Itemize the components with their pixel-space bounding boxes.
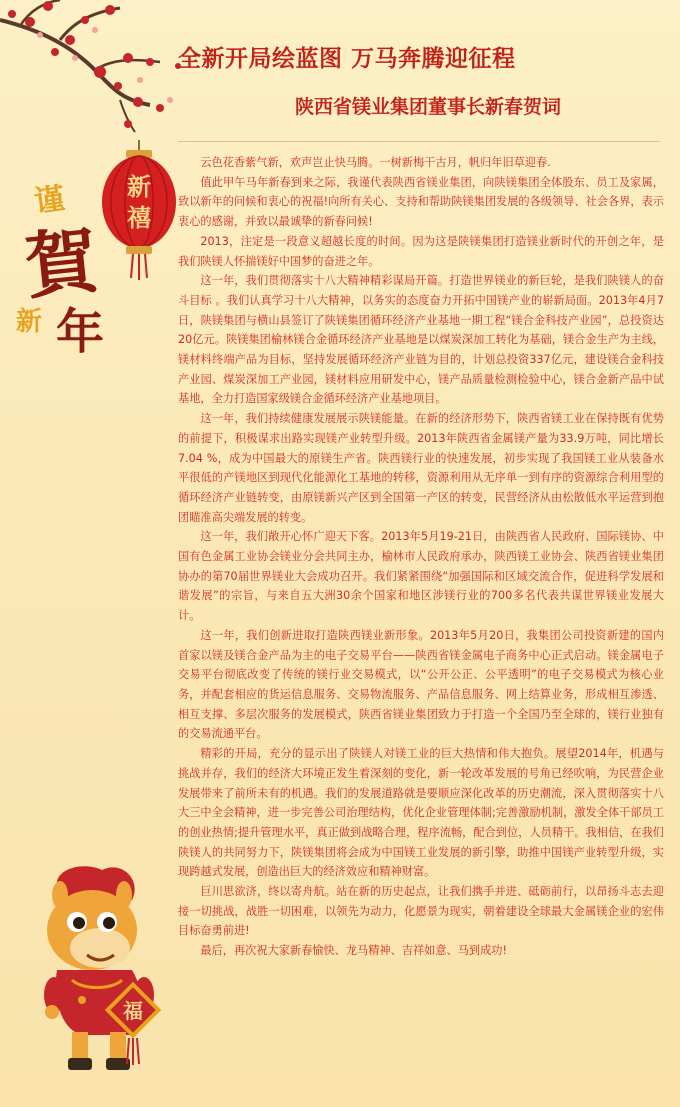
- paragraph: 这一年，我们敞开心怀广迎天下客。2013年5月19-21日，由陕西省人民政府、国际镁协、中国有色金属工业协会镁业分会共同主办，榆林市人民政府承办，陕西镁工业协会、陕西省镁业集团协办的第70届世界镁业大会成功召开。我们紧紧围绕“加强国际和区域交流合作，促进科学发展和谐发展”的宗旨，与来自五大洲30余个国家和地区涉镁行业的700多名代表共谋世界镁业发展大计。: [178, 530, 664, 623]
- paragraph: 这一年，我们创新进取打造陕西镁业新形象。2013年5月20日，我集团公司投资新建的国内首家以镁及镁合金产品为主的电子交易平台——陕西省镁金属电子商务中心正式启动。镁金属电子交易平台彻底改变了传统的镁行业交易模式，以“公开公正、公平透明”的电子交易模式为核心业务，并配套相应的货运信息服务、交易物流服务、产品信息服务、网上结算业务，形成相互渗透、相互支撑、多层次服务的发展模式，陕西省镁业集团致力于打造一个全国乃至全球的，镁行业独有的交易流通平台。: [178, 628, 664, 741]
- calligraphy-blessing: [8, 170, 108, 360]
- lantern-ornament: [100, 140, 178, 280]
- paragraph: 这一年，我们持续健康发展展示陕镁能量。在新的经济形势下，陕西省镁工业在保持既有优势的前提下，积极谋求出路实现镁产业转型升级。2013年陕西省金属镁产量为33.9万吨，同比增长7.04 %，成为中国最大的原镁生产省。陕西镁行业的快速发展，初步实现了我国镁工业从装备水平很低的产镁地区到现代化能源化工基地的转移，资源利用从无序单一到有序的资源综合利用型的循环经济产业链转变，由原镁新兴产区到全国第一产区的转变，民营经济从由松散低水平运营到抱团瞄准高尖端发展的转变。: [178, 412, 664, 524]
- fu-charm-ornament: [103, 980, 163, 1065]
- paragraph: 值此甲午马年新春到来之际，我谨代表陕西省镁业集团，向陕镁集团全体股东、员工及家属，致以新年的问候和衷心的祝福!向所有关心、支持和帮助陕镁集团发展的各级领导、社会各界，表示衷心的感谢，并致以最诚挚的新春问候!: [178, 175, 664, 229]
- paragraph: 精彩的开局，充分的显示出了陕镁人对镁工业的巨大热情和伟大抱负。展望2014年，机遇与挑战并存，我们的经济大环境正发生着深刻的变化，新一轮改革发展的号角已经吹响，为民营企业发展带来了前所未有的机遇。我们的发展道路就是要顺应深化改革的历史潮流，深入贯彻落实十八大三中全会精神，进一步完善公司治理结构，优化企业管理体制;完善激励机制，激发全体干部员工的创业热情;提升管理水平，真正做到战略合理，程序流畅，配合到位，人员精干。我相信，在我们陕镁人的共同努力下，陕镁集团将会成为中国镁工业发展的新引擎，助推中国镁产业转型升级，实现跨越式发展，创造出巨大的经济效应和精神财富。: [178, 747, 664, 879]
- greeting-body: [178, 153, 664, 961]
- svg-text:谨: 谨: [32, 181, 67, 220]
- svg-text:賀: 賀: [21, 217, 102, 310]
- lantern-char-2: 禧: [127, 203, 151, 232]
- paragraph: 巨川思欲济，终以寄舟航。站在新的历史起点，让我们携手并进、砥砺前行，以昂扬斗志去迎接一切挑战，战胜一切困难，以领先为动力，化愿景为现实，朝着建设全球最大金属镁企业的宏伟目标奋勇前进!: [178, 885, 664, 938]
- svg-text:新: 新: [16, 307, 43, 337]
- plum-blossom-branch: [0, 0, 200, 140]
- svg-text:年: 年: [56, 304, 105, 360]
- lantern-char-1: 新: [127, 172, 151, 201]
- paragraph-poem: 云色花香紫气新，欢声岂止快马腾。一树新梅干古月，帆归年旧草迎春.: [200, 156, 551, 169]
- title-divider: [178, 141, 660, 142]
- paragraph: 2013，注定是一段意义超越长度的时间。因为这是陕镁集团打造镁业新时代的开创之年，是我们陕镁人怀揣镁好中国梦的奋进之年。: [178, 234, 664, 268]
- page-subtitle: 陕西省镁业集团董事长新春贺词: [295, 96, 562, 118]
- paragraph: 这一年，我们贯彻落实十八大精神精彩谋局开篇。打造世界镁业的新巨轮，是我们陕镁人的奋斗目标 。我们认真学习十八大精神，以务实的态度奋力开拓中国镁产业的崭新局面。2013年4月7日，陕镁集团与横山县签订了陕镁集团循环经济产业基地一期工程“镁合金科技产业园”，总投资达20亿元。陕镁集团榆林镁合金循环经济产业基地是以煤炭深加工转化为基础，镁合金生产为主线，镁材料终端产品为目标，坚持发展循环经济产业链为目的，计划总投资337亿元，建设镁合金科技产业园、煤炭深加工产业园，镁材料应用研发中心，镁产品质量检测检验中心，镁合金新产品中试基地，全力打造国家级镁合金循环经济产业基地项目。: [178, 274, 664, 406]
- fu-character: 福: [123, 999, 143, 1023]
- paragraph-closing: 最后，再次祝大家新春愉快、龙马精神、吉祥如意、马到成功!: [200, 944, 507, 958]
- page-title: 全新开局绘蓝图 万马奔腾迎征程: [178, 45, 516, 72]
